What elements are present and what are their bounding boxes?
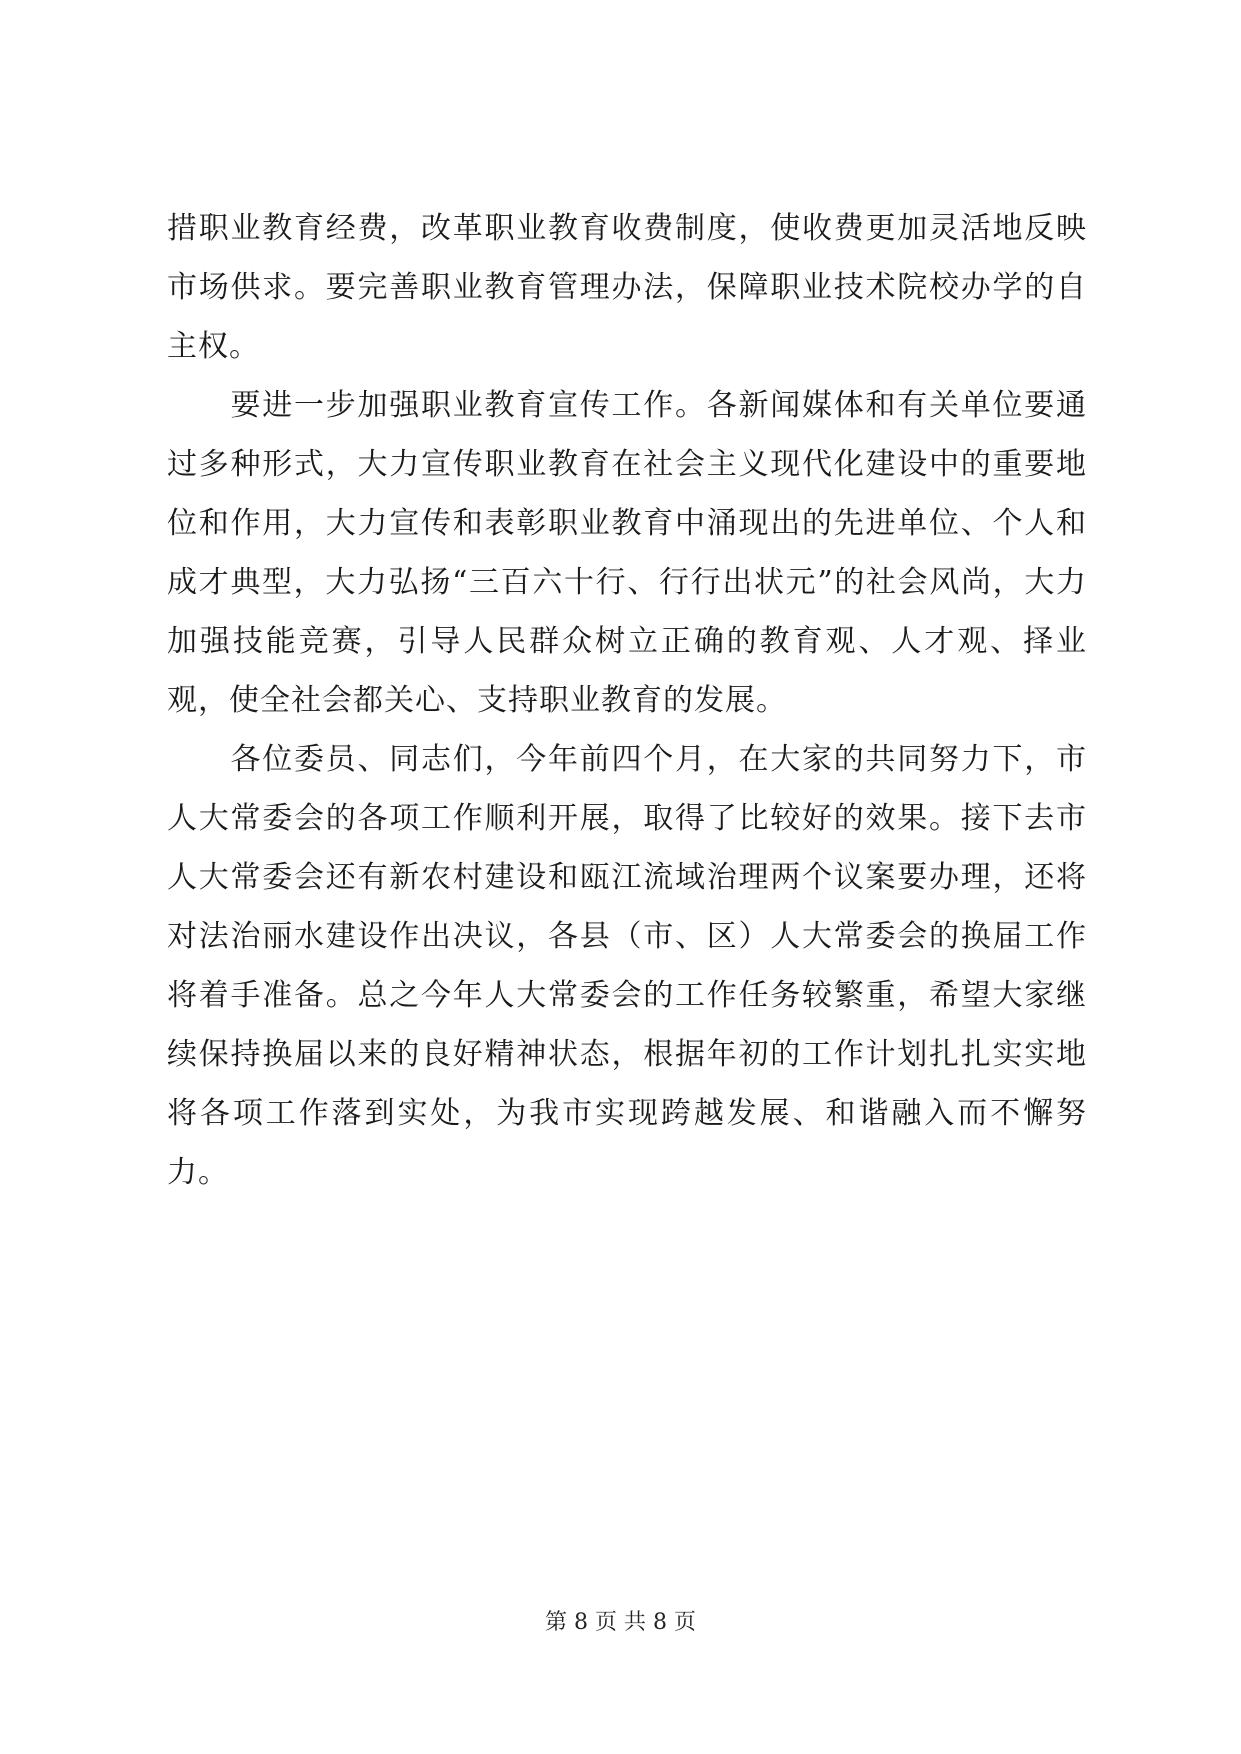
paragraph-3: 各位委员、同志们，今年前四个月，在大家的共同努力下，市人大常委会的各项工作顺利开展，取得了比较好的效果。接下去市人大常委会还有新农村建设和瓯江流域治理两个议案要办理，还将对法治丽水建设作出决议，各县（市、区）人大常委会的换届工作将着手准备。总之今年人大常委会的工作任务较繁重，希望大家继续保持换届以来的良好精神状态，根据年初的工作计划扎扎实实地将各项工作落到实处，为我市实现跨越发展、和谐融入而不懈努力。 [167, 742, 1087, 1190]
paragraph-2: 要进一步加强职业教育宣传工作。各新闻媒体和有关单位要通过多种形式，大力宣传职业教育在社会主义现代化建设中的重要地位和作用，大力宣传和表彰职业教育中涌现出的先进单位、个人和成才典型，大力弘扬“三百六十行、行行出状元”的社会风尚，大力加强技能竞赛，引导人民群众树立正确的教育观、人才观、择业观，使全社会都关心、支持职业教育的发展。 [167, 388, 1087, 718]
page-number: 第 8 页 共 8 页 [545, 1610, 696, 1635]
document-body [167, 199, 1087, 1202]
page-footer [0, 1608, 1241, 1638]
paragraph-1: 措职业教育经费，改革职业教育收费制度，使收费更加灵活地反映市场供求。要完善职业教育管理办法，保障职业技术院校办学的自主权。 [167, 211, 1087, 364]
